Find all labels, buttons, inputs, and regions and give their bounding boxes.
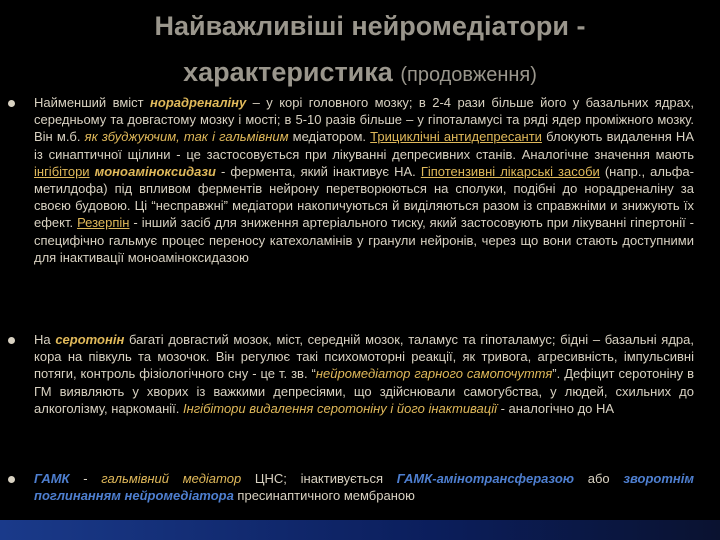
text-run: На <box>34 332 56 347</box>
title-line-1: Найважливіші нейромедіатори - <box>154 11 586 41</box>
text-run: (напр., альфа-метилдофа) під впливом ферментів нейрону перетворюються на сполуки, подібні до норадреналіну за своєю будовою. Ці “несправжні” медіатори накопичуються й виділяються разом із справжніми и знижують їх ефект. <box>34 163 694 231</box>
bullet-text <box>34 94 694 266</box>
bullet-text <box>34 331 694 417</box>
text-run: ГАМК-амінотрансферазою <box>396 471 575 486</box>
text-run: ЦНС; інактивується <box>241 471 397 486</box>
title-line-2 <box>0 52 720 95</box>
text-run: багаті довгастий мозок, міст, середній мозок, таламус та гіпоталамус; бідні – базальні ядра, кора на півкуль та мозочок. Він регулює такі психомоторні реакції, як тривога, агресивність, імпульсивні потяги, контроль фізіологічного сну - це т. зв. “ <box>34 332 694 382</box>
text-run: медіатором. <box>288 129 371 145</box>
text-run: ”. Дефіцит серотоніну в ГМ виявляють у хворих із важкими депресіями, що здійснювали самогубства, у людей, схильних до алкоголізму, наркоманії. <box>34 366 695 416</box>
bullet-dot-icon <box>8 337 15 344</box>
text-run: Трициклічні антидепресанти <box>370 129 542 145</box>
text-run: - аналогічно до НА <box>497 400 615 416</box>
text-run: моноаміноксидази <box>94 163 216 179</box>
text-run: – у корі головного мозку; в 2-4 рази більше його у базальних ядрах, середньому та довгастому мозку і мості; в 5-10 разів більше – у гіпоталамусі та ряді ядер проміжного мозку. Він м.б. <box>34 95 694 145</box>
bullet-text <box>34 470 694 504</box>
text-run: або <box>574 471 624 486</box>
bottom-decor-bar <box>0 520 720 540</box>
text-run: нейромедіатор гарного самопочуття <box>315 366 553 382</box>
text-run: інгібітори <box>34 163 90 179</box>
text-run: як збуджуючим, так і гальмівним <box>84 129 289 145</box>
title-line-2-subtitle: (продовження) <box>400 64 537 86</box>
text-run: - <box>69 471 102 486</box>
text-run: зворотнім поглинанням нейромедіатора <box>34 471 694 504</box>
text-run: пресинаптичного мембраною <box>233 488 415 504</box>
text-run: Гіпотензивні лікарські засоби <box>420 163 600 179</box>
text-run: ГАМК <box>34 471 70 486</box>
text-run: блокують видалення НА із синаптичної щілини - це застосовується при лікуванні депресивних станів. Аналогічне значення мають <box>34 129 694 162</box>
bullet-dot-icon <box>8 476 15 483</box>
text-run: Резерпін <box>77 215 130 231</box>
slide-title <box>0 4 720 95</box>
text-run: - фермента, який інактивує НА. <box>216 163 421 179</box>
text-run: норадреналіну <box>150 95 247 110</box>
text-run: Найменший вміст <box>34 95 151 110</box>
title-line-2-main: характеристика <box>183 57 393 87</box>
text-run: серотонін <box>55 332 125 347</box>
text-run: - інший засіб для зниження артеріального тиску, який застосовують при лікуванні гіпертонії - специфічно гальмує процес переносу катехоламінів у гранули нейронів, через що вони стають доступними для інактивації моноаміноксидазою <box>34 215 694 265</box>
text-run: Інгібітори видалення серотоніну і його інактивації <box>183 400 497 416</box>
text-run: гальмівний медіатор <box>101 471 242 486</box>
bullet-dot-icon <box>8 100 15 107</box>
